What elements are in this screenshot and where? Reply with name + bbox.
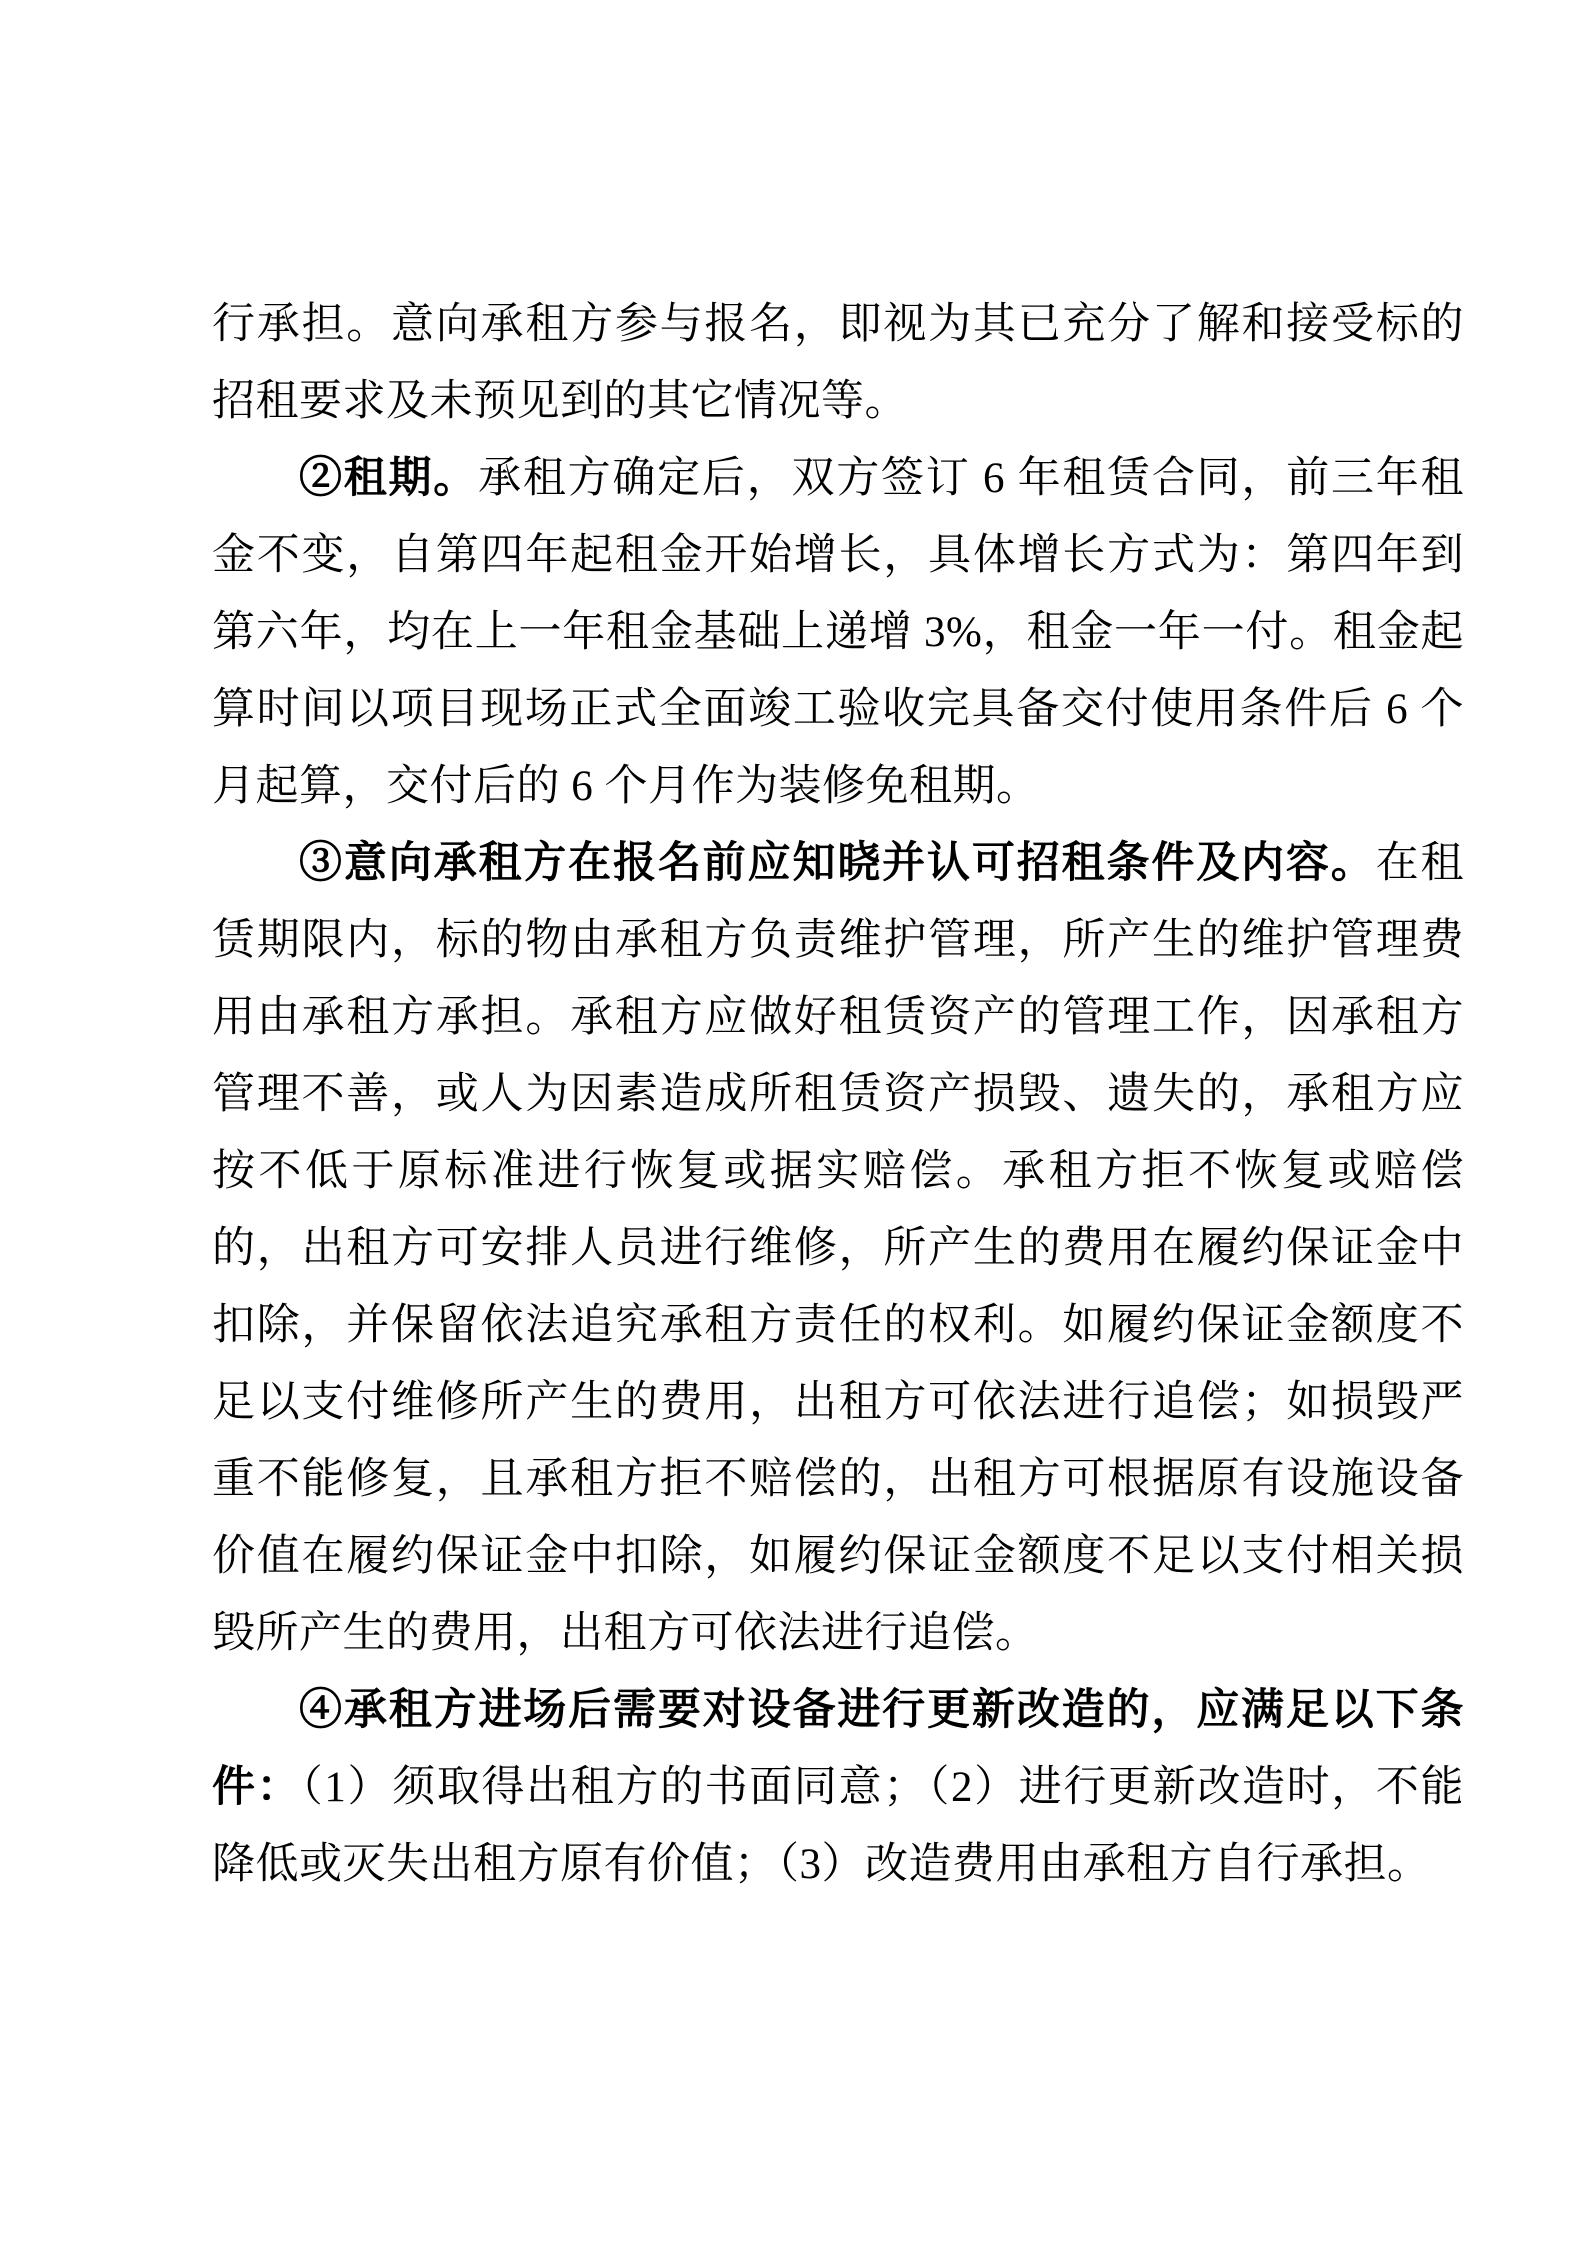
- paragraph-clause-4-heading: ④承租方进场后需要对设备进行更新改造的，应满足以下条件：: [212, 1687, 1464, 1811]
- paragraph-clause-3: [212, 825, 1464, 1672]
- paragraph-clause-2-heading: ②租期。: [299, 455, 479, 502]
- paragraph-clause-3-text: 在租赁期限内，标的物由承租方负责维护管理，所产生的维护管理费用由承租方承担。承租方应做好租赁资产的管理工作，因承租方管理不善，或人为因素造成所租赁资产损毁、遗失的，承租方应按不低于原标准进行恢复或据实赔偿。承租方拒不恢复或赔偿的，出租方可安排人员进行维修，所产生的费用在履约保证金中扣除，并保留依法追究承租方责任的权利。如履约保证金额度不足以支付维修所产生的费用，出租方可依法进行追偿；如损毁严重不能修复，且承租方拒不赔偿的，出租方可根据原有设施设备价值在履约保证金中扣除，如履约保证金额度不足以支付相关损毁所产生的费用，出租方可依法进行追偿。: [212, 840, 1465, 1657]
- paragraph-clause-3-heading: ③意向承租方在报名前应知晓并认可招租条件及内容。: [299, 840, 1376, 887]
- paragraph-clause-2: [212, 440, 1464, 825]
- paragraph-clause-4-text: （1）须取得出租方的书面同意；（2）进行更新改造时，不能降低或灭失出租方原有价值；（3）改造费用由承租方自行承担。: [212, 1764, 1465, 1888]
- paragraph-continuation-text: 行承担。意向承租方参与报名，即视为其已充分了解和接受标的招租要求及未预见到的其它情况等。: [212, 301, 1464, 425]
- paragraph-continuation: [212, 286, 1464, 440]
- paragraph-clause-2-text: 承租方确定后，双方签订 6 年租赁合同，前三年租金不变，自第四年起租金开始增长，具体增长方式为：第四年到第六年，均在上一年租金基础上递增 3%，租金一年一付。租金起算时间以项目现场正式全面竣工验收完具备交付使用条件后 6 个月起算，交付后的 6 个月作为装修免租期。: [212, 455, 1465, 810]
- paragraph-clause-4: [212, 1672, 1464, 1903]
